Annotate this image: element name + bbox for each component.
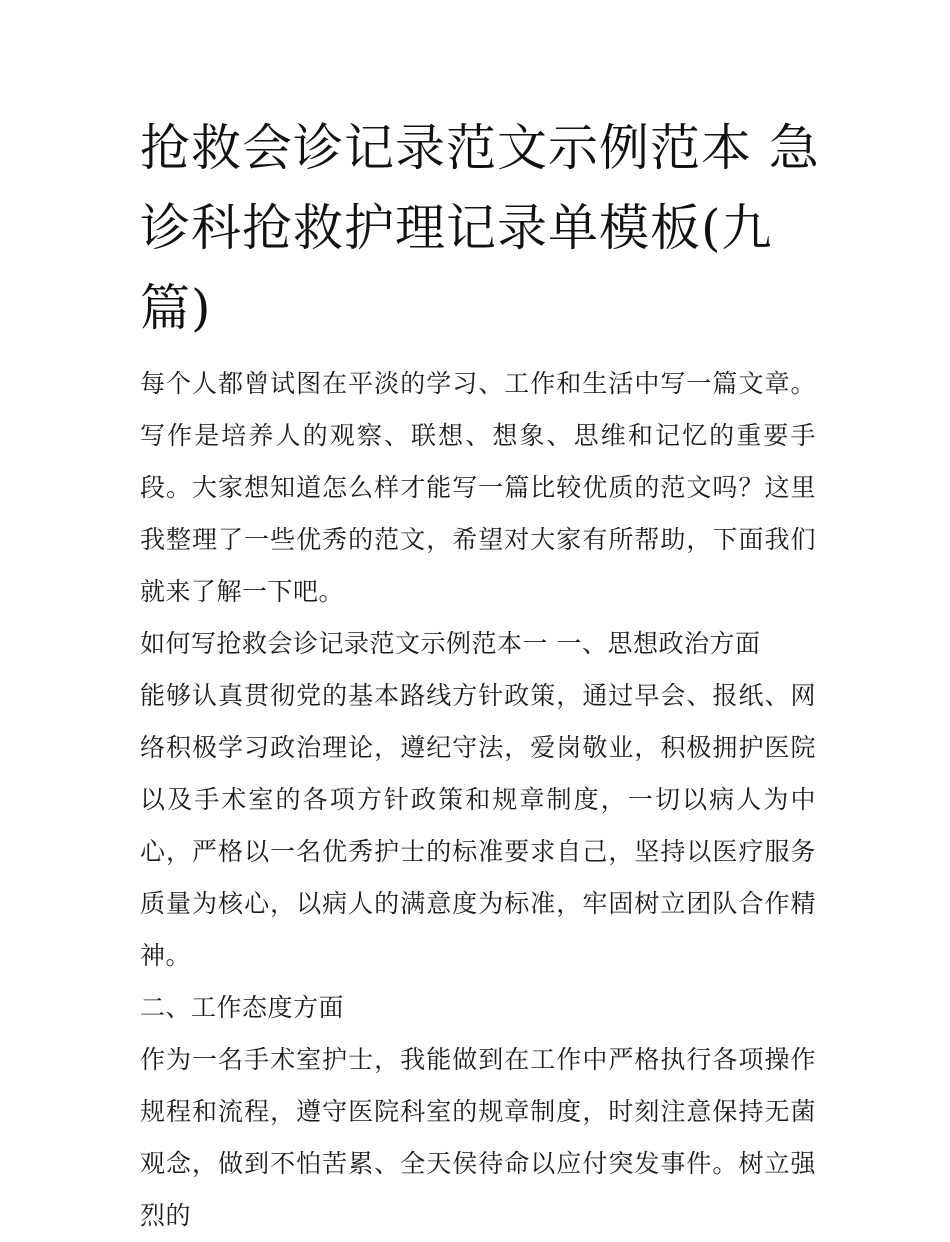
section-1-heading: 如何写抢救会诊记录范文示例范本一 一、思想政治方面 xyxy=(140,629,761,658)
document-body xyxy=(140,358,816,1242)
section-2-heading: 二、工作态度方面 xyxy=(140,993,345,1022)
section-2-paragraph: 作为一名手术室护士，我能做到在工作中严格执行各项操作规程和流程，遵守医院科室的规章制度，时刻注意保持无菌观念，做到不怕苦累、全天侯待命以应付突发事件。树立强烈的 xyxy=(140,1045,816,1230)
intro-paragraph: 每个人都曾试图在平淡的学习、工作和生活中写一篇文章。写作是培养人的观察、联想、想象、思维和记忆的重要手段。大家想知道怎么样才能写一篇比较优质的范文吗？这里我整理了一些优秀的范文，希望对大家有所帮助，下面我们就来了解一下吧。 xyxy=(140,369,816,606)
section-1-paragraph: 能够认真贯彻党的基本路线方针政策，通过早会、报纸、网络积极学习政治理论，遵纪守法，爱岗敬业，积极拥护医院以及手术室的各项方针政策和规章制度，一切以病人为中心，严格以一名优秀护士的标准要求自己，坚持以医疗服务质量为核心，以病人的满意度为标准，牢固树立团队合作精神。 xyxy=(140,681,816,970)
document-title: 抢救会诊记录范文示例范本 急诊科抢救护理记录单模板(九篇) xyxy=(140,119,820,337)
